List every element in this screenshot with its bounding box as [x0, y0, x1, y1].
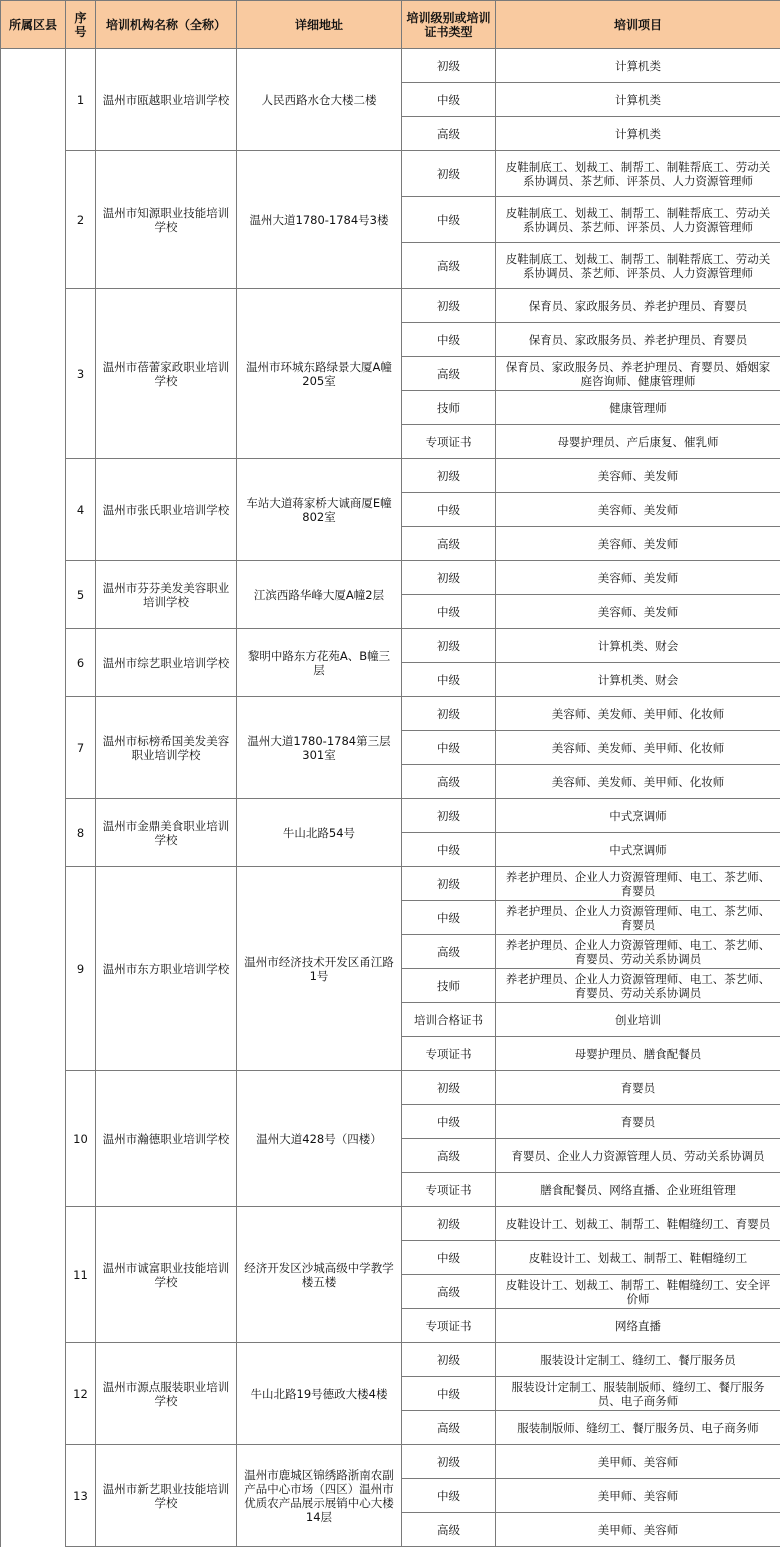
table-row — [1, 1445, 780, 1479]
table-row — [1, 289, 780, 323]
header-projects: 培训项目 — [496, 1, 780, 49]
institution-number: 1 — [66, 49, 96, 151]
training-projects: 母婴护理员、膳食配餐员 — [496, 1037, 780, 1071]
training-projects: 美容师、美发师 — [496, 527, 780, 561]
header-county: 所属区县 — [1, 1, 66, 49]
training-level: 专项证书 — [402, 1173, 496, 1207]
training-projects: 中式烹调师 — [496, 833, 780, 867]
institution-number: 10 — [66, 1071, 96, 1207]
training-projects: 膳食配餐员、网络直播、企业班组管理 — [496, 1173, 780, 1207]
institution-address: 牛山北路54号 — [237, 799, 402, 867]
training-projects: 保育员、家政服务员、养老护理员、育婴员 — [496, 323, 780, 357]
institution-number: 4 — [66, 459, 96, 561]
table-row — [1, 1343, 780, 1377]
institution-name: 温州市标榜希国美发美容职业培训学校 — [96, 697, 237, 799]
training-level: 培训合格证书 — [402, 1003, 496, 1037]
institution-name: 温州市东方职业培训学校 — [96, 867, 237, 1071]
training-level: 初级 — [402, 459, 496, 493]
training-projects: 计算机类、财会 — [496, 629, 780, 663]
table-row — [1, 799, 780, 833]
training-projects: 健康管理师 — [496, 391, 780, 425]
training-projects: 养老护理员、企业人力资源管理师、电工、茶艺师、育婴员 — [496, 867, 780, 901]
header-num: 序号 — [66, 1, 96, 49]
institution-number: 3 — [66, 289, 96, 459]
training-level: 初级 — [402, 629, 496, 663]
training-level: 初级 — [402, 289, 496, 323]
training-projects: 养老护理员、企业人力资源管理师、电工、茶艺师、育婴员、劳动关系协调员 — [496, 969, 780, 1003]
institution-number: 8 — [66, 799, 96, 867]
table-row — [1, 151, 780, 197]
training-projects: 保育员、家政服务员、养老护理员、育婴员 — [496, 289, 780, 323]
training-level: 初级 — [402, 1343, 496, 1377]
institution-name: 温州市综艺职业培训学校 — [96, 629, 237, 697]
institution-name: 温州市蓓蕾家政职业培训学校 — [96, 289, 237, 459]
training-level: 初级 — [402, 799, 496, 833]
institution-name: 温州市芬芬美发美容职业培训学校 — [96, 561, 237, 629]
institution-address: 黎明中路东方花苑A、B幢三层 — [237, 629, 402, 697]
training-projects: 母婴护理员、产后康复、催乳师 — [496, 425, 780, 459]
training-level: 高级 — [402, 527, 496, 561]
institution-name: 温州市源点服装职业培训学校 — [96, 1343, 237, 1445]
training-level: 专项证书 — [402, 1037, 496, 1071]
training-level: 高级 — [402, 1275, 496, 1309]
training-level: 高级 — [402, 1513, 496, 1547]
institution-address: 牛山北路19号德政大楼4楼 — [237, 1343, 402, 1445]
training-level: 初级 — [402, 1445, 496, 1479]
institution-name: 温州市瀚德职业培训学校 — [96, 1071, 237, 1207]
training-projects: 计算机类 — [496, 49, 780, 83]
training-projects: 皮鞋设计工、划裁工、制帮工、鞋帽缝纫工 — [496, 1241, 780, 1275]
table-row — [1, 629, 780, 663]
table-row — [1, 697, 780, 731]
training-projects: 皮鞋设计工、划裁工、制帮工、鞋帽缝纫工、育婴员 — [496, 1207, 780, 1241]
training-projects: 美容师、美发师 — [496, 459, 780, 493]
institution-name: 温州市瓯越职业培训学校 — [96, 49, 237, 151]
training-projects: 计算机类 — [496, 83, 780, 117]
training-projects: 美甲师、美容师 — [496, 1445, 780, 1479]
training-projects: 美容师、美发师、美甲师、化妆师 — [496, 765, 780, 799]
training-projects: 育婴员 — [496, 1105, 780, 1139]
training-projects: 育婴员、企业人力资源管理人员、劳动关系协调员 — [496, 1139, 780, 1173]
institution-address: 温州大道1780-1784号3楼 — [237, 151, 402, 289]
institution-number: 7 — [66, 697, 96, 799]
header-level: 培训级别或培训证书类型 — [402, 1, 496, 49]
training-level: 专项证书 — [402, 425, 496, 459]
training-projects: 美甲师、美容师 — [496, 1479, 780, 1513]
training-level: 初级 — [402, 561, 496, 595]
institution-number: 12 — [66, 1343, 96, 1445]
training-level: 初级 — [402, 1071, 496, 1105]
training-level: 初级 — [402, 867, 496, 901]
training-level: 中级 — [402, 493, 496, 527]
institution-number: 13 — [66, 1445, 96, 1547]
institution-address: 温州大道428号（四楼） — [237, 1071, 402, 1207]
training-level: 中级 — [402, 1241, 496, 1275]
training-level: 高级 — [402, 1139, 496, 1173]
training-projects: 美甲师、美容师 — [496, 1513, 780, 1547]
training-level: 技师 — [402, 391, 496, 425]
institution-number: 11 — [66, 1207, 96, 1343]
training-level: 初级 — [402, 151, 496, 197]
training-projects: 育婴员 — [496, 1071, 780, 1105]
training-level: 技师 — [402, 969, 496, 1003]
county-cell — [1, 49, 66, 1547]
training-projects: 皮鞋制底工、划裁工、制帮工、制鞋帮底工、劳动关系协调员、茶艺师、评茶员、人力资源管理师 — [496, 197, 780, 243]
table-row — [1, 49, 780, 83]
training-level: 中级 — [402, 323, 496, 357]
training-level: 中级 — [402, 1377, 496, 1411]
institution-address: 温州市鹿城区锦绣路浙南农副产品中心市场（四区）温州市优质农产品展示展销中心大楼14层 — [237, 1445, 402, 1547]
training-projects: 服装设计定制工、服装制版师、缝纫工、餐厅服务员、电子商务师 — [496, 1377, 780, 1411]
training-level: 中级 — [402, 901, 496, 935]
training-projects: 服装设计定制工、缝纫工、餐厅服务员 — [496, 1343, 780, 1377]
institution-name: 温州市张氏职业培训学校 — [96, 459, 237, 561]
table-row — [1, 1071, 780, 1105]
training-projects: 皮鞋设计工、划裁工、制帮工、鞋帽缝纫工、安全评价师 — [496, 1275, 780, 1309]
training-level: 中级 — [402, 663, 496, 697]
table-row — [1, 1207, 780, 1241]
training-projects: 美容师、美发师 — [496, 595, 780, 629]
training-projects: 服装制版师、缝纫工、餐厅服务员、电子商务师 — [496, 1411, 780, 1445]
training-projects: 保育员、家政服务员、养老护理员、育婴员、婚姻家庭咨询师、健康管理师 — [496, 357, 780, 391]
training-level: 高级 — [402, 1411, 496, 1445]
institution-address: 人民西路水仓大楼二楼 — [237, 49, 402, 151]
training-level: 中级 — [402, 1105, 496, 1139]
institution-number: 6 — [66, 629, 96, 697]
training-projects: 计算机类、财会 — [496, 663, 780, 697]
institution-address: 温州市环城东路绿景大厦A幢205室 — [237, 289, 402, 459]
institution-number: 5 — [66, 561, 96, 629]
training-level: 中级 — [402, 197, 496, 243]
header-name: 培训机构名称（全称） — [96, 1, 237, 49]
training-level: 初级 — [402, 49, 496, 83]
table-row — [1, 459, 780, 493]
training-level: 高级 — [402, 357, 496, 391]
training-level: 中级 — [402, 731, 496, 765]
training-level: 中级 — [402, 1479, 496, 1513]
institution-name: 温州市诚富职业技能培训学校 — [96, 1207, 237, 1343]
training-projects: 养老护理员、企业人力资源管理师、电工、茶艺师、育婴员 — [496, 901, 780, 935]
training-projects: 皮鞋制底工、划裁工、制帮工、制鞋帮底工、劳动关系协调员、茶艺师、评茶员、人力资源管理师 — [496, 243, 780, 289]
header-address: 详细地址 — [237, 1, 402, 49]
institution-number: 2 — [66, 151, 96, 289]
training-projects: 美容师、美发师、美甲师、化妆师 — [496, 697, 780, 731]
training-level: 高级 — [402, 765, 496, 799]
training-level: 初级 — [402, 1207, 496, 1241]
training-projects: 美容师、美发师、美甲师、化妆师 — [496, 731, 780, 765]
header-row — [1, 1, 780, 49]
training-projects: 网络直播 — [496, 1309, 780, 1343]
training-projects: 计算机类 — [496, 117, 780, 151]
training-projects: 美容师、美发师 — [496, 493, 780, 527]
institution-address: 温州大道1780-1784第三层301室 — [237, 697, 402, 799]
training-level: 中级 — [402, 83, 496, 117]
institution-name: 温州市新艺职业技能培训学校 — [96, 1445, 237, 1547]
institution-number: 9 — [66, 867, 96, 1071]
training-level: 高级 — [402, 935, 496, 969]
table-row — [1, 561, 780, 595]
training-level: 初级 — [402, 697, 496, 731]
institution-address: 温州市经济技术开发区甬江路1号 — [237, 867, 402, 1071]
training-projects: 创业培训 — [496, 1003, 780, 1037]
training-level: 高级 — [402, 243, 496, 289]
training-level: 高级 — [402, 117, 496, 151]
training-level: 中级 — [402, 833, 496, 867]
training-projects: 美容师、美发师 — [496, 561, 780, 595]
training-level: 中级 — [402, 595, 496, 629]
table-row — [1, 867, 780, 901]
training-projects: 中式烹调师 — [496, 799, 780, 833]
institution-address: 江滨西路华峰大厦A幢2层 — [237, 561, 402, 629]
institution-address: 车站大道蒋家桥大诚商厦E幢802室 — [237, 459, 402, 561]
training-projects: 养老护理员、企业人力资源管理师、电工、茶艺师、育婴员、劳动关系协调员 — [496, 935, 780, 969]
training-projects: 皮鞋制底工、划裁工、制帮工、制鞋帮底工、劳动关系协调员、茶艺师、评茶员、人力资源管理师 — [496, 151, 780, 197]
training-level: 专项证书 — [402, 1309, 496, 1343]
table-body — [1, 49, 780, 1547]
institution-address: 经济开发区沙城高级中学教学楼五楼 — [237, 1207, 402, 1343]
institution-name: 温州市金鼎美食职业培训学校 — [96, 799, 237, 867]
institution-name: 温州市知源职业技能培训学校 — [96, 151, 237, 289]
